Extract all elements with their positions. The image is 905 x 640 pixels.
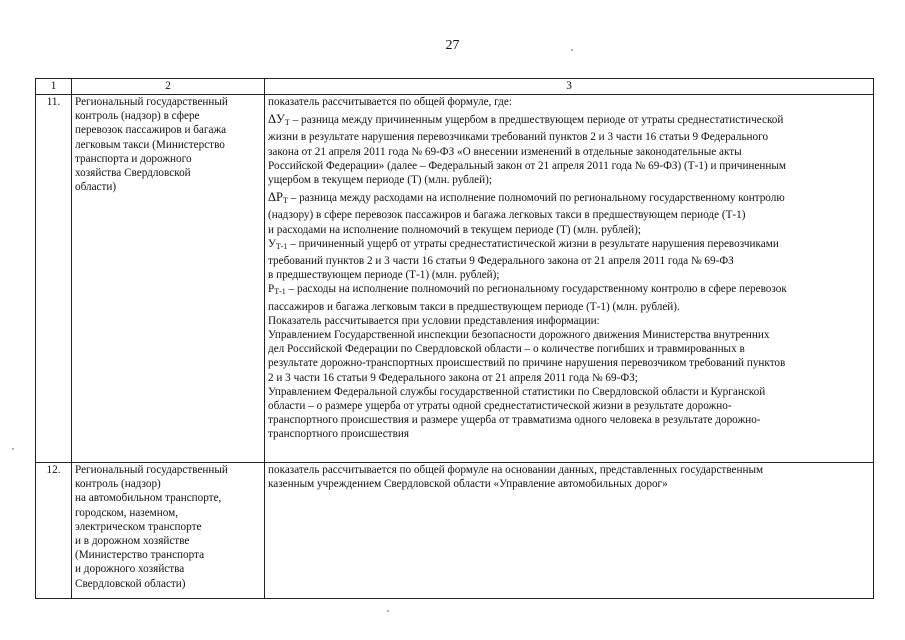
- column-header-2: 2: [72, 79, 265, 95]
- condition-line: транспортного происшествия: [268, 428, 409, 441]
- table-header-row: [36, 79, 874, 95]
- control-type-line: перевозок пассажиров и багажа: [75, 124, 227, 137]
- row-number: 11.: [36, 95, 72, 463]
- definition-line: (надзору) в сфере перевозок пассажиров и багажа легковых такси в предшествующем периоде (Т-1): [268, 209, 746, 222]
- control-type-cell: [72, 463, 265, 599]
- table-row: [36, 95, 874, 463]
- description-line: показатель рассчитывается по общей формуле на основании данных, представленных государственным: [268, 464, 764, 476]
- definition-text: – расходы на исполнение полномочий по региональному государственному контролю в сфере перевозок: [288, 283, 787, 296]
- definition-line: пассажиров и багажа легковым такси в предшествующем периоде (Т-1) (млн. рублей).: [268, 300, 680, 313]
- page-number: 27: [445, 38, 460, 53]
- definition-line: жизни в результате нарушения перевозчиками требований пунктов 2 и 3 части 16 статьи 9 Федерального: [268, 131, 769, 144]
- scan-speck: [571, 49, 573, 51]
- control-type-line: (Министерство транспорта: [75, 549, 205, 562]
- control-type-line: области): [75, 181, 117, 194]
- formula-description-cell: [265, 463, 874, 599]
- condition-line: области – о размере ущерба от утраты одной среднестатистической жизни в результате дорожно-: [268, 400, 732, 413]
- definition-line: Российской Федерации» (далее – Федеральный закон от 21 апреля 2011 года № 69-ФЗ) (Т-1) и причиненным: [268, 159, 786, 172]
- definition-delta-p: [268, 190, 870, 208]
- condition-line: дел Российской Федерации по Свердловской области – о количестве погибших и травмированных в: [268, 343, 745, 356]
- symbol-delta-u: ΔУ: [268, 112, 285, 127]
- table-row: [36, 463, 874, 599]
- subscript: Т-1: [275, 241, 288, 251]
- subscript: Т-1: [274, 287, 286, 297]
- definition-line: закона от 21 апреля 2011 года № 69-ФЗ «О внесении изменений в отдельные законодательные акты: [268, 145, 742, 158]
- control-type-line: и в дорожном хозяйстве: [75, 535, 190, 548]
- control-type-line: Свердловской области): [75, 577, 186, 590]
- column-header-3: 3: [265, 79, 874, 95]
- condition-line: 2 и 3 части 16 статьи 9 Федерального закона от 21 апреля 2011 года № 69-ФЗ;: [268, 371, 638, 384]
- definition-line: и расходами на исполнение полномочий в текущем периоде (Т) (млн. рублей);: [268, 223, 641, 236]
- definition-text: – разница между расходами на исполнение полномочий по региональному государственному контролю: [290, 192, 785, 205]
- condition-line: результате дорожно-транспортных происшествий по причине нарушения перевозчиком требований пунктов: [268, 357, 786, 370]
- control-type-line: легковым такси (Министерство: [75, 138, 225, 151]
- formula-intro: показатель рассчитывается по общей формуле, где:: [268, 96, 512, 108]
- condition-line: Управлением Государственной инспекции безопасности дорожного движения Министерства внутренних: [268, 329, 770, 342]
- scan-speck: [387, 610, 389, 612]
- definition-line: требований пунктов 2 и 3 части 16 статьи 9 Федерального закона от 21 апреля 2011 года № 69-ФЗ: [268, 255, 734, 268]
- control-type-line: Региональный государственный: [75, 96, 228, 108]
- definition-line: ущербом в текущем периоде (Т) (млн. рублей);: [268, 174, 492, 187]
- definition-u: [268, 237, 870, 254]
- control-type-line: контроль (надзор) в сфере: [75, 110, 200, 123]
- row-number: 12.: [36, 463, 72, 599]
- definition-text: – причиненный ущерб от утраты среднестатистической жизни в результате нарушения перевозчиками: [290, 237, 779, 250]
- control-type-line: и дорожного хозяйства: [75, 563, 185, 576]
- condition-line: Показатель рассчитывается при условии представления информации:: [268, 314, 600, 327]
- condition-line: Управлением Федеральной службы государственной статистики по Свердловской области и Курганской: [268, 385, 766, 398]
- subscript: Т: [284, 118, 290, 128]
- condition-line: транспортного происшествия и размере ущерба от травматизма одного человека в результате дорожно-: [268, 414, 761, 427]
- control-type-line: Региональный государственный: [75, 464, 228, 476]
- column-header-1: 1: [36, 79, 72, 95]
- control-type-line: городском, наземном,: [75, 506, 179, 519]
- definition-delta-u: [268, 112, 870, 130]
- definition-p: [268, 282, 870, 299]
- scan-speck: [12, 448, 14, 450]
- formula-description-cell: [265, 95, 874, 463]
- symbol-p: Р: [268, 283, 275, 296]
- control-type-line: электрическом транспорте: [75, 520, 202, 533]
- control-type-line: хозяйства Свердловской: [75, 167, 191, 180]
- control-type-line: транспорта и дорожного: [75, 152, 192, 165]
- symbol-u: У: [268, 237, 276, 250]
- control-type-line: на автомобильном транспорте,: [75, 492, 222, 505]
- control-type-cell: [72, 95, 265, 463]
- subscript: Т: [283, 196, 288, 206]
- indicators-table: [35, 78, 874, 599]
- symbol-delta-p: ΔР: [268, 190, 283, 205]
- control-type-line: контроль (надзор): [75, 478, 161, 491]
- definition-text: – разница между причиненным ущербом в предшествующем периоде от утраты среднестатистической: [292, 114, 784, 127]
- definition-line: в предшествующем периоде (Т-1) (млн. рублей);: [268, 269, 500, 282]
- description-line: казенным учреждением Свердловской области «Управление автомобильных дорог»: [268, 478, 668, 491]
